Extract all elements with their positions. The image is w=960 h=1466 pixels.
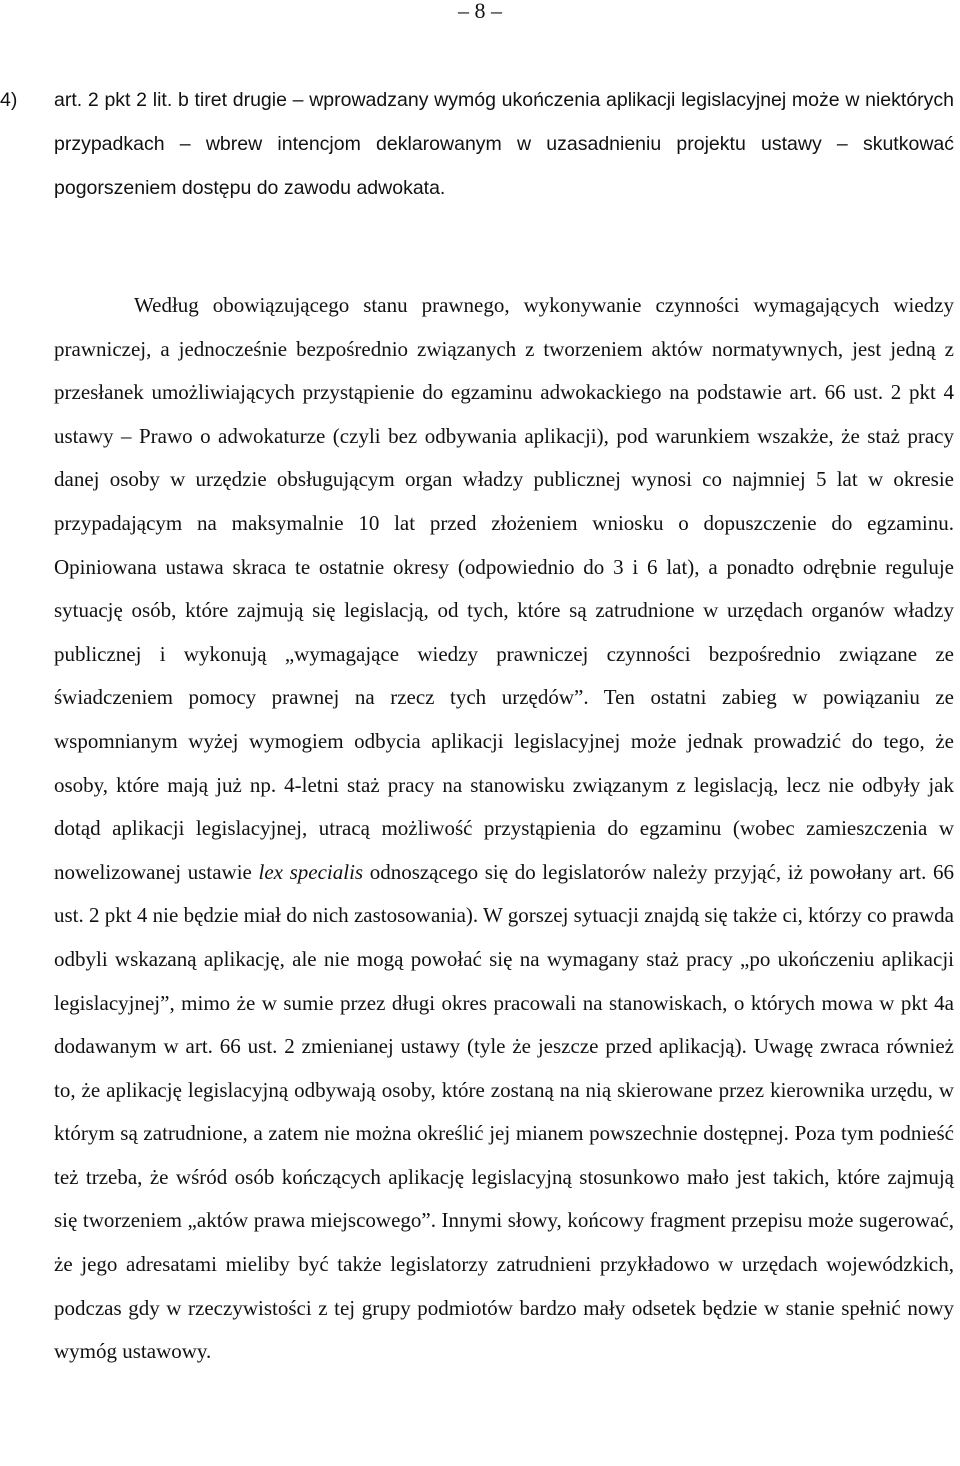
body-paragraph xyxy=(54,284,954,1374)
item-number: 4) xyxy=(0,89,18,111)
paragraph-text-part2: odnoszącego się do legislatorów należy przyjąć, iż powołany art. 66 ust. 2 pkt 4 nie będzie miał do nich zastosowania). W gorszej sytuacji znajdą się także ci, którzy co prawda odbyli wskazaną aplikację, ale nie mogą powołać się na wymagany staż pracy „po ukończeniu aplikacji legislacyjnej”, mimo że w sumie przez długi okres pracowali na stanowiskach, o których mowa w pkt 4a dodawanym w art. 66 ust. 2 zmienianej ustawy (tyle że jeszcze przed aplikacją). Uwagę zwraca również to, że aplikację legislacyjną odbywają osoby, które zostaną na nią skierowane przez kierownika urzędu, w którym są zatrudnione, a zatem nie można określić jej mianem powszechnie dostępnej. Poza tym podnieść też trzeba, że wśród osób kończących aplikację legislacyjną stosunkowo mało jest takich, które zajmują się tworzeniem „aktów prawa miejscowego”. Innymi słowy, końcowy fragment przepisu może sugerować, że jego adresatami mieliby być także legislatorzy zatrudnieni przykładowo w urzędach wojewódzkich, podczas gdy w rzeczywistości z tej grupy podmiotów bardzo mały odsetek będzie w stanie spełnić nowy wymóg ustawowy. xyxy=(54,859,954,1364)
italic-term: lex specialis xyxy=(258,859,364,884)
item-intro-text: art. 2 pkt 2 lit. b tiret drugie – wprowadzany wymóg ukończenia aplikacji legislacyjnej może w niektórych przypadkach – wbrew intencjom deklarowanym w uzasadnieniu projektu ustawy – skutkować pogorszeniem dostępu do zawodu adwokata. xyxy=(54,89,954,199)
paragraph-text-part1: Według obowiązującego stanu prawnego, wykonywanie czynności wymagających wiedzy prawniczej, a jednocześnie bezpośrednio związanych z tworzeniem aktów normatywnych, jest jedną z przesłanek umożliwiających przystąpienie do egzaminu adwokackiego na podstawie art. 66 ust. 2 pkt 4 ustawy – Prawo o adwokaturze (czyli bez odbywania aplikacji), pod warunkiem wszakże, że staż pracy danej osoby w urzędzie obsługującym organ władzy publicznej wynosi co najmniej 5 lat w okresie przypadającym na maksymalnie 10 lat przed złożeniem wniosku o dopuszczenie do egzaminu. Opiniowana ustawa skraca te ostatnie okresy (odpowiednio do 3 i 6 lat), a ponadto odrębnie reguluje sytuację osób, które zajmują się legislacją, od tych, które są zatrudnione w urzędach organów władzy publicznej i wykonują „wymagające wiedzy prawniczej czynności bezpośrednio związane ze świadczeniem pomocy prawnej na rzecz tych urzędów”. Ten ostatni zabieg w powiązaniu ze wspomnianym wyżej wymogiem odbycia aplikacji legislacyjnej może jednak prowadzić do tego, że osoby, które mają już np. 4-letni staż pracy na stanowisku związanym z legislacją, lecz nie odbyły jak dotąd aplikacji legislacyjnej, utracą możliwość przystąpienia do egzaminu (wobec zamieszczenia w nowelizowanej ustawie xyxy=(54,293,954,884)
page-number: – 8 – xyxy=(458,0,502,23)
